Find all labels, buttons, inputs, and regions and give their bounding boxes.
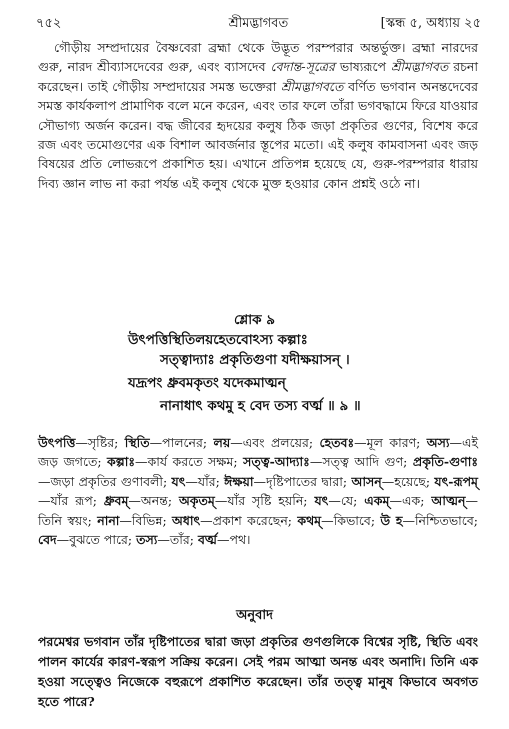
synonym-dash: — xyxy=(38,473,51,489)
synonym-dash: — xyxy=(230,435,243,450)
synonym-word: নানা xyxy=(97,512,120,528)
synonym-dash: — xyxy=(185,473,198,489)
synonym-meaning: মূল কারণ; xyxy=(366,435,427,450)
synonym-dash: — xyxy=(214,493,228,509)
synonym-word: যৎ xyxy=(314,493,329,509)
synonym-word: লয় xyxy=(213,435,231,450)
synonym-dash: — xyxy=(465,493,478,509)
purport-text-italic: শ্রীমদ্ভাগবতে xyxy=(281,78,344,94)
synonym-meaning: পথ। xyxy=(229,532,251,548)
synonym-meaning: প্রকাশ করেছেন; xyxy=(212,512,298,528)
synonym-word: তস্য xyxy=(136,532,158,548)
synonym-word: আসন্ xyxy=(351,473,382,489)
synonym-dash: — xyxy=(449,435,462,450)
synonym-word: অস্য xyxy=(426,435,450,450)
synonym-meaning: তিনি স্বয়ং; xyxy=(38,512,98,528)
synonym-dash: — xyxy=(402,512,415,528)
synonym-word: কল্পাঃ xyxy=(107,454,136,470)
synonym-meaning: যাঁর রূপ; xyxy=(50,493,104,509)
synonym-word: হেতবঃ xyxy=(319,435,355,450)
synonym-dash: — xyxy=(389,493,402,509)
synonym-dash: — xyxy=(309,454,323,470)
synonym-word: উৎপত্তি xyxy=(38,435,76,450)
synonym-meaning: বিভিন্ন; xyxy=(131,512,173,528)
synonym-word: বর্ত্ম xyxy=(197,532,217,548)
book-title: শ্রীমদ্ভাগবত xyxy=(228,16,289,31)
synonym-word: প্রকৃতি-গুণাঃ xyxy=(412,454,479,470)
synonym-word: ধ্রুবম্ xyxy=(103,493,129,509)
purport-text: ভাষ্যরূপে xyxy=(334,59,391,75)
synonym-dash: — xyxy=(75,435,88,450)
synonym-word: উ হ xyxy=(380,512,403,528)
synonym-meaning: দৃষ্টিপাতের দ্বারা; xyxy=(265,473,352,489)
synonym-dash: — xyxy=(253,473,266,489)
verse-line: সত্ত্বাদ্যাঃ প্রকৃতিগুণা যদীক্ষয়াসন্ । xyxy=(160,352,350,368)
synonym-meaning: জড়া প্রকৃতির গুণাবলী; xyxy=(50,473,172,489)
synonym-meaning: হয়েছে; xyxy=(394,473,435,489)
synonym-meaning: বুঝতে পারে; xyxy=(69,532,137,548)
translation-heading: অনুবাদ xyxy=(236,608,273,623)
synonym-dash: — xyxy=(321,512,334,528)
synonym-dash: — xyxy=(354,435,367,450)
synonym-word: বেদ xyxy=(38,532,57,548)
synonym-meaning: যাঁর সৃষ্টি হয়নি; xyxy=(227,493,315,509)
synonym-word: একম্ xyxy=(364,493,390,509)
synonym-meaning: এই জড় জগতে; xyxy=(38,435,478,470)
synonym-dash: — xyxy=(157,532,170,548)
synonym-meaning: যে; xyxy=(340,493,365,509)
synonyms-paragraph xyxy=(38,433,478,549)
synonym-word: অকৃতম্ xyxy=(178,493,215,509)
page-number: ৭৫২ xyxy=(36,16,62,31)
page-header xyxy=(36,14,481,34)
chapter-reference: [স্কন্ধ ৫, অধ্যায় ২৫ xyxy=(380,16,481,31)
synonym-meaning: কিভাবে; xyxy=(333,512,381,528)
synonym-meaning: পালনের; xyxy=(162,435,214,450)
synonym-dash: — xyxy=(149,435,163,450)
synonym-meaning: যাঁর; xyxy=(197,473,225,489)
purport-text-italic: শ্রীমদ্ভাগবত xyxy=(390,59,449,75)
synonym-meaning: এবং প্রলয়ের; xyxy=(242,435,320,450)
synonym-word: যৎ-রূপম্ xyxy=(434,473,478,489)
synonym-meaning: সৃষ্টির; xyxy=(87,435,125,450)
synonym-word: যৎ xyxy=(171,473,186,489)
verse-line: যদ্রূপং ধ্রুবমকৃতং যদেকমাত্মন্ xyxy=(128,375,286,391)
synonym-dash: — xyxy=(135,454,148,470)
verse-line: উৎপত্তিস্থিতিলয়হেতবোঽস্য কল্পাঃ xyxy=(128,332,308,348)
synonym-meaning: তাঁর; xyxy=(169,532,198,548)
synonym-meaning: অনন্ত; xyxy=(140,493,179,509)
purport-text-italic: বেদান্ত-সূত্রের xyxy=(270,59,335,75)
synonym-dash: — xyxy=(56,532,70,548)
synonym-dash: — xyxy=(328,493,341,509)
synonym-dash: — xyxy=(119,512,132,528)
synonym-meaning: নিশ্চিতভাবে; xyxy=(414,512,478,528)
synonym-meaning: সত্ত্ব আদি গুণ; xyxy=(322,454,413,470)
purport-text: বর্ণিত ভগবান অনন্তদেবের সমস্ত কার্যকলাপ প্রামাণিক বলে মনে করেন, এবং তার ফলে তাঁরা ভগবদ্ধামে ফিরে যাওয়ার সৌভাগ্য অর্জন করেন। বদ্ধ জীবের হৃদয়ের কলুষ ঠিক জড়া প্রকৃতির গুণের, বিশেষ করে রজ এবং তমোগুণের এক বিশাল আবর্জনার স্তূপের মতো। এই কলুষ কামবাসনা এবং জড় বিষয়ের প্রতি লোভরূপে প্রকাশিত হয়। এখানে প্রতিপন্ন হয়েছে যে, গুরু-পরম্পরার ধারায় দিব্য জ্ঞান লাভ না করা পর্যন্ত এই কলুষ থেকে মুক্ত হওয়ার কোন প্রশ্নই ওঠে না। xyxy=(38,78,478,191)
synonym-word: কথম্ xyxy=(297,512,322,528)
synonym-word: আত্মন্ xyxy=(431,493,466,509)
verse-line: নানাধাৎ কথমু হ বেদ তস্য বর্ত্ম ॥ ৯ ॥ xyxy=(160,398,361,414)
synonym-meaning: এক; xyxy=(401,493,432,509)
synonym-dash: — xyxy=(381,473,395,489)
purport-text: রচনা করেছেন। তাই গৌড়ীয় সম্প্রদায়ের সমস্ত ভক্তেরা xyxy=(38,59,478,94)
synonym-dash: — xyxy=(128,493,141,509)
synonym-dash: — xyxy=(200,512,213,528)
synonym-dash: — xyxy=(38,493,51,509)
synonym-word: অধাৎ xyxy=(172,512,201,528)
verse-heading: শ্লোক ৯ xyxy=(233,312,276,328)
translation-text: পরমেশ্বর ভগবান তাঁর দৃষ্টিপাতের দ্বারা জড়া প্রকৃতির গুণগুলিকে বিশ্বের সৃষ্টি, স্থিতি এবং পালন কার্যের কারণ-স্বরূপ সক্রিয় করেন। সেই পরম আত্মা অনন্ত এবং অনাদি। তিনি এক হওয়া সত্ত্বেও নিজেকে বহুরূপে প্রকাশিত করেছেন। তাঁর তত্ত্ব মানুষ কিভাবে অবগত হতে পারে? xyxy=(38,634,478,709)
synonym-word: স্থিতি xyxy=(124,435,150,450)
synonym-word: ঈক্ষয়া xyxy=(224,473,254,489)
synonym-word: সত্ত্ব-আদ্যাঃ xyxy=(243,454,310,470)
synonym-dash: — xyxy=(216,532,230,548)
synonym-meaning: কার্য করতে সক্ষম; xyxy=(147,454,244,470)
purport-text: গৌড়ীয় সম্প্রদায়ের বৈষ্ণবেরা ব্রহ্মা থেকে উদ্ভূত পরম্পরার অন্তর্ভুক্ত। ব্রহ্মা নারদের গুরু, নারদ শ্রীব্যাসদেবের গুরু, এবং ব্যাসদেব xyxy=(38,40,478,75)
purport-paragraph xyxy=(38,38,478,193)
